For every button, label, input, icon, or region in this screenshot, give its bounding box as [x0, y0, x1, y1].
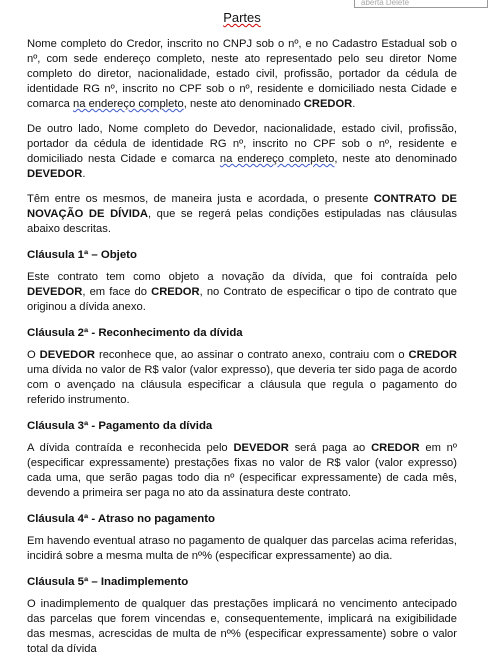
clause-2-text — [27, 348, 457, 408]
top-toolbar-box: aberta Delete — [354, 0, 488, 8]
p3-text-b: , que se regerá pelas condições estipuladas nas cláusulas abaixo descritas. — [27, 208, 457, 235]
p2-text-c: . — [82, 168, 86, 180]
paragraph-contract — [27, 192, 457, 237]
clause-2-heading: Cláusula 2ª - Reconhecimento da dívida — [27, 327, 243, 339]
clause-4-text: Em havendo eventual atraso no pagamento de qualquer das parcelas acima referidas, incidirá sobre a mesma multa de nº% (especificar expressamente) ao dia. — [27, 535, 457, 562]
clause-4-heading: Cláusula 4ª - Atraso no pagamento — [27, 513, 215, 525]
paragraph-credor — [27, 37, 457, 112]
p3-bold-contract: CONTRATO DE NOVAÇÃO DE DÍVIDA — [27, 193, 457, 220]
c1-text-b: , em face do — [82, 286, 152, 298]
c2-bold-credor: CREDOR — [408, 349, 457, 361]
clause-5-heading: Cláusula 5ª – Inadimplemento — [27, 576, 189, 588]
clause-5-text: O inadimplemento de qualquer das prestações implicará no vencimento antecipado das parcelas que forem vincendas e, consequentemente, implicará na exigibilidade das mesmas, acrescidas de multa de nº% (especificar expressamente) sobre o valor total da dívida — [27, 598, 457, 655]
p2-text-a: De outro lado, Nome completo do Devedor, nacionalidade, estado civil, profissão, portador da cédula de identidade RG nº, inscrito no CPF sob o nº, residente e domiciliado nesta Cidade e comarca — [27, 123, 457, 165]
p2-address-link: na endereço completo — [219, 153, 335, 165]
paragraph-devedor — [27, 122, 457, 182]
section-title-text: Partes — [223, 10, 261, 25]
clause-1-heading: Cláusula 1ª – Objeto — [27, 249, 137, 261]
p2-bold-devedor: DEVEDOR — [27, 168, 83, 180]
c1-text-a: Este contrato tem como objeto a novação da dívida, que foi contraída pelo — [27, 271, 457, 283]
c1-text-c: , no Contrato de especificar o tipo de contrato que originou a dívida anexo. — [27, 286, 457, 313]
document-page — [27, 10, 457, 667]
c3-bold-credor: CREDOR — [371, 442, 420, 454]
p1-text-c: . — [352, 98, 356, 110]
c1-bold-credor: CREDOR — [151, 286, 200, 298]
clause-3-heading: Cláusula 3ª - Pagamento da dívida — [27, 420, 213, 432]
c3-text-c: em nº (especificar expressamente) prestações fixas no valor de R$ valor (valor expresso) cada uma, que serão pagas todo dia nº (especificar expressamente) de cada mês, devendo a primeira ser paga no ato da assinatura deste contrato. — [27, 442, 457, 499]
c3-text-b: será paga ao — [288, 442, 372, 454]
section-title — [27, 10, 457, 25]
c2-text-b: reconhece que, ao assinar o contrato anexo, contraiu com o — [95, 349, 409, 361]
p3-text-a: Têm entre os mesmos, de maneira justa e acordada, o presente — [27, 193, 374, 205]
c3-bold-devedor: DEVEDOR — [233, 442, 289, 454]
clause-3-text — [27, 441, 457, 501]
c3-text-a: A dívida contraída e reconhecida pelo — [27, 442, 234, 454]
c2-text-c: uma dívida no valor de R$ valor (valor expresso), que deveria ter sido paga de acordo com o avençado na cláusula especificar a cláusula que regula o pagamento do referido instrumento. — [27, 364, 457, 406]
clause-1-text — [27, 270, 457, 315]
p1-bold-credor: CREDOR — [303, 98, 353, 110]
c2-bold-devedor: DEVEDOR — [39, 349, 95, 361]
c1-bold-devedor: DEVEDOR — [27, 286, 83, 298]
p1-text-a: Nome completo do Credor, inscrito no CNPJ sob o nº, e no Cadastro Estadual sob o nº, com sede endereço completo, neste ato representado pelo seu diretor Nome completo do diretor, nacionalidade, estado civil, profissão, portador da cédula de identidade RG nº, inscrito no CPF sob o nº, residente e domiciliado nesta Cidade e comarca — [27, 38, 457, 110]
p1-text-b: , neste ato denominado — [183, 98, 304, 110]
c2-text-a: O — [27, 349, 40, 361]
p2-text-b: , neste ato denominado — [334, 153, 457, 165]
p1-address-link: na endereço completo — [73, 98, 184, 110]
